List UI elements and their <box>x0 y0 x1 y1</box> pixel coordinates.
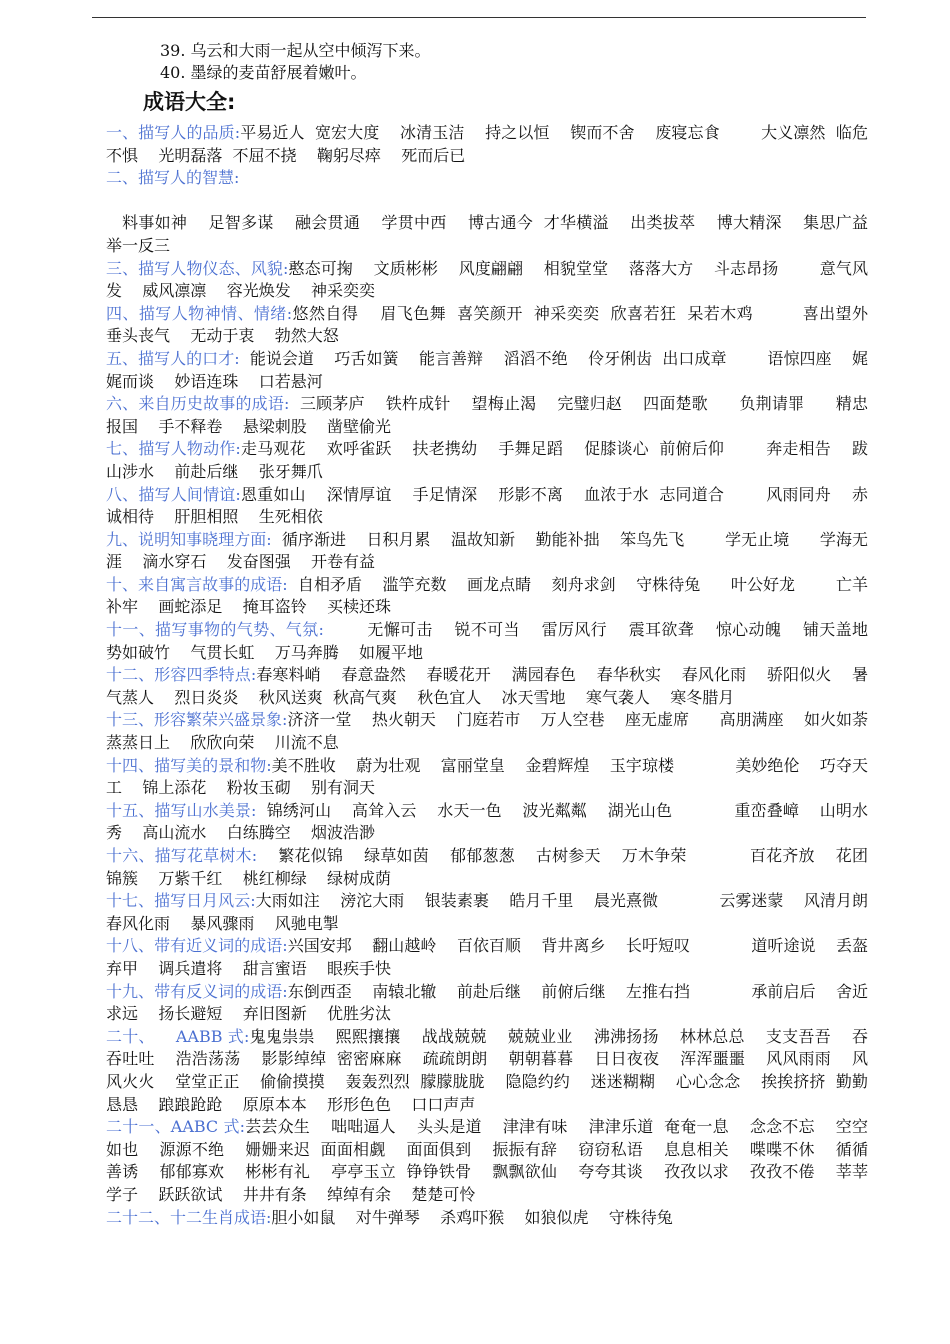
section-category: 二十一、AABC 式: <box>106 1117 246 1137</box>
section-idioms: 芸芸众生 咄咄逼人 头头是道 津津有味 津津乐道 奄奄一息 念念不忘 空空如也 源源不绝 姗姗来迟 面面相觑 面面俱到 振振有辞 窃窃私语 息息相关 喋喋不休 循循善诱 郁郁寡欢 彬彬有礼 亭亭玉立 铮铮铁骨 飘飘欲仙 夸夸其谈 孜孜以求 孜孜不倦 莘莘学子 跃跃欲试 井井有条 绰绰有余 楚楚可怜 <box>106 1117 868 1204</box>
section-idioms: 胆小如鼠 对牛弹琴 杀鸡吓猴 如狼似虎 守株待兔 <box>271 1207 673 1227</box>
section-category: 六、来自历史故事的成语: <box>106 394 290 414</box>
section-category: 十五、描写山水美景: <box>106 800 257 820</box>
section-category: 十九、带有反义词的成语: <box>106 981 288 1001</box>
section-category: 十八、带有近义词的成语: <box>106 936 288 956</box>
idiom-section <box>106 393 868 438</box>
section-category: 十一、描写事物的气势、气氛: <box>106 620 324 640</box>
idiom-section <box>106 258 868 303</box>
idiom-section <box>106 890 889 935</box>
section-idioms: 三顾茅庐 铁杵成针 望梅止渴 完璧归赵 四面楚歌 负荆请罪 精忠报国 手不释卷 悬梁刺股 凿壁偷光 <box>106 394 868 436</box>
idiom-section <box>106 1207 868 1230</box>
section-category: 八、描写人间情谊: <box>106 484 241 504</box>
section-idioms: 走马观花 欢呼雀跃 扶老携幼 手舞足蹈 促膝谈心 前俯后仰 奔走相告 跋山涉水 前赴后继 张牙舞爪 <box>106 439 868 481</box>
section-category: 二十二、十二生肖成语: <box>106 1207 272 1227</box>
section-category: 十七、描写日月风云: <box>106 891 256 911</box>
section-idioms: 兴国安邦 翻山越岭 百依百顺 背井离乡 长吁短叹 道听途说 丢盔弃甲 调兵遣将 甜言蜜语 眼疾手快 <box>106 936 868 978</box>
idiom-section <box>106 348 868 393</box>
section-idioms: 鬼鬼祟祟 熙熙攘攘 战战兢兢 兢兢业业 沸沸扬扬 林林总总 支支吾吾 吞吞吐吐 浩浩荡荡 影影绰绰 密密麻麻 疏疏朗朗 朝朝暮暮 日日夜夜 浑浑噩噩 风风雨雨 风风火火 堂堂正正 偷偷摸摸 轰轰烈烈 朦朦胧胧 隐隐约约 迷迷糊糊 心心念念 挨挨挤挤 勤勤恳恳 踉踉跄跄 原原本本 形形色色 口口声声 <box>106 1026 868 1114</box>
section-idioms: 春寒料峭 春意盎然 春暖花开 满园春色 春华秋实 春风化雨 骄阳似火 暑气蒸人 烈日炎炎 秋风送爽 秋高气爽 秋色宜人 冰天雪地 寒气袭人 寒冬腊月 <box>106 665 868 707</box>
section-idioms: 悠然自得 眉飞色舞 喜笑颜开 神采奕奕 欣喜若狂 呆若木鸡 喜出望外 垂头丧气 无动于衷 勃然大怒 <box>106 303 889 346</box>
idiom-sections <box>106 122 889 1229</box>
section-idioms: 美不胜收 蔚为壮观 富丽堂皇 金碧辉煌 玉宇琼楼 美妙绝伦 巧夺天工 锦上添花 粉妆玉砌 别有洞天 <box>106 755 868 798</box>
idiom-section <box>106 438 868 483</box>
section-idioms: 无懈可击 锐不可当 雷厉风行 震耳欲聋 惊心动魄 铺天盖地 势如破竹 气贯长虹 万马奔腾 如履平地 <box>106 620 889 662</box>
idiom-section <box>106 755 868 800</box>
idiom-section <box>106 664 868 709</box>
section-idioms: 料事如神 足智多谋 融会贯通 学贯中西 博古通今 才华横溢 出类拔萃 博大精深 集思广益 举一反三 <box>106 213 868 255</box>
section-category: 二十、 AABB 式: <box>106 1026 250 1046</box>
sentence-40: 40. 墨绿的麦苗舒展着嫩叶。 <box>160 63 367 82</box>
section-idioms: 循序渐进 日积月累 温故知新 勤能补拙 笨鸟先飞 学无止境 学海无涯 滴水穿石 发奋图强 开卷有益 <box>106 529 868 572</box>
idiom-section <box>106 619 889 664</box>
section-idioms: 恩重如山 深情厚谊 手足情深 形影不离 血浓于水 志同道合 风雨同舟 赤诚相待 肝胆相照 生死相依 <box>106 484 868 527</box>
section-category: 二、描写人的智慧: <box>106 168 240 188</box>
section-category: 十二、形容四季特点: <box>106 665 257 685</box>
idiom-section <box>106 484 868 529</box>
section-idioms: 繁花似锦 绿草如茵 郁郁葱葱 古树参天 万木争荣 百花齐放 花团锦簇 万紫千红 桃红柳绿 绿树成荫 <box>106 846 868 888</box>
section-category: 十三、形容繁荣兴盛景象: <box>106 710 288 730</box>
idiom-section <box>106 574 868 619</box>
header-rule <box>92 17 866 18</box>
section-idioms: 能说会道 巧舌如簧 能言善辩 滔滔不绝 伶牙俐齿 出口成章 语惊四座 娓娓而谈 妙语连珠 口若悬河 <box>106 348 868 391</box>
idiom-section <box>106 303 889 348</box>
section-idioms: 憨态可掬 文质彬彬 风度翩翩 相貌堂堂 落落大方 斗志昂扬 意气风发 威风凛凛 容光焕发 神采奕奕 <box>106 258 868 301</box>
section-category: 九、说明知事晓理方面: <box>106 529 272 549</box>
section-idioms: 锦绣河山 高耸入云 水天一色 波光粼粼 湖光山色 重峦叠嶂 山明水秀 高山流水 白练腾空 烟波浩渺 <box>106 800 868 843</box>
idiom-section <box>106 167 868 257</box>
idiom-section <box>106 800 868 845</box>
section-idioms: 东倒西歪 南辕北辙 前赴后继 前俯后继 左推右挡 承前启后 舍近求远 扬长避短 弃旧图新 优胜劣汰 <box>106 981 868 1024</box>
idiom-section <box>106 1026 868 1116</box>
section-idioms: 大雨如注 滂沱大雨 银装素裹 皓月千里 晨光熹微 云雾迷蒙 风清月朗 春风化雨 暴风骤雨 风驰电掣 <box>106 891 889 933</box>
idiom-heading: 成语大全: <box>143 90 236 114</box>
section-category: 七、描写人物动作: <box>106 439 241 459</box>
section-category: 三、描写人物仪态、风貌: <box>106 258 289 278</box>
idiom-section <box>106 845 868 890</box>
section-category: 四、描写人物神情、情绪: <box>106 303 293 323</box>
idiom-section <box>106 709 889 754</box>
section-category: 十四、描写美的景和物: <box>106 755 272 775</box>
sentence-39: 39. 乌云和大雨一起从空中倾泻下来。 <box>160 41 431 60</box>
section-category: 十、来自寓言故事的成语: <box>106 574 288 594</box>
section-idioms: 平易近人 宽宏大度 冰清玉洁 持之以恒 锲而不舍 废寝忘食 大义凛然 临危不惧 光明磊落 不屈不挠 鞠躬尽瘁 死而后已 <box>106 123 868 165</box>
section-idioms: 济济一堂 热火朝天 门庭若市 万人空巷 座无虚席 高朋满座 如火如荼 蒸蒸日上 欣欣向荣 川流不息 <box>106 710 889 753</box>
idiom-section <box>106 981 868 1026</box>
idiom-section <box>106 935 868 980</box>
idiom-section <box>106 1116 868 1206</box>
section-category: 十六、描写花草树木: <box>106 846 258 865</box>
section-idioms: 自相矛盾 滥竽充数 画龙点睛 刻舟求剑 守株待兔 叶公好龙 亡羊补牢 画蛇添足 掩耳盗铃 买椟还珠 <box>106 574 868 617</box>
idiom-section <box>106 122 868 167</box>
section-category: 一、描写人的品质: <box>106 123 241 142</box>
idiom-section <box>106 529 868 574</box>
section-category: 五、描写人的口才: <box>106 348 240 368</box>
